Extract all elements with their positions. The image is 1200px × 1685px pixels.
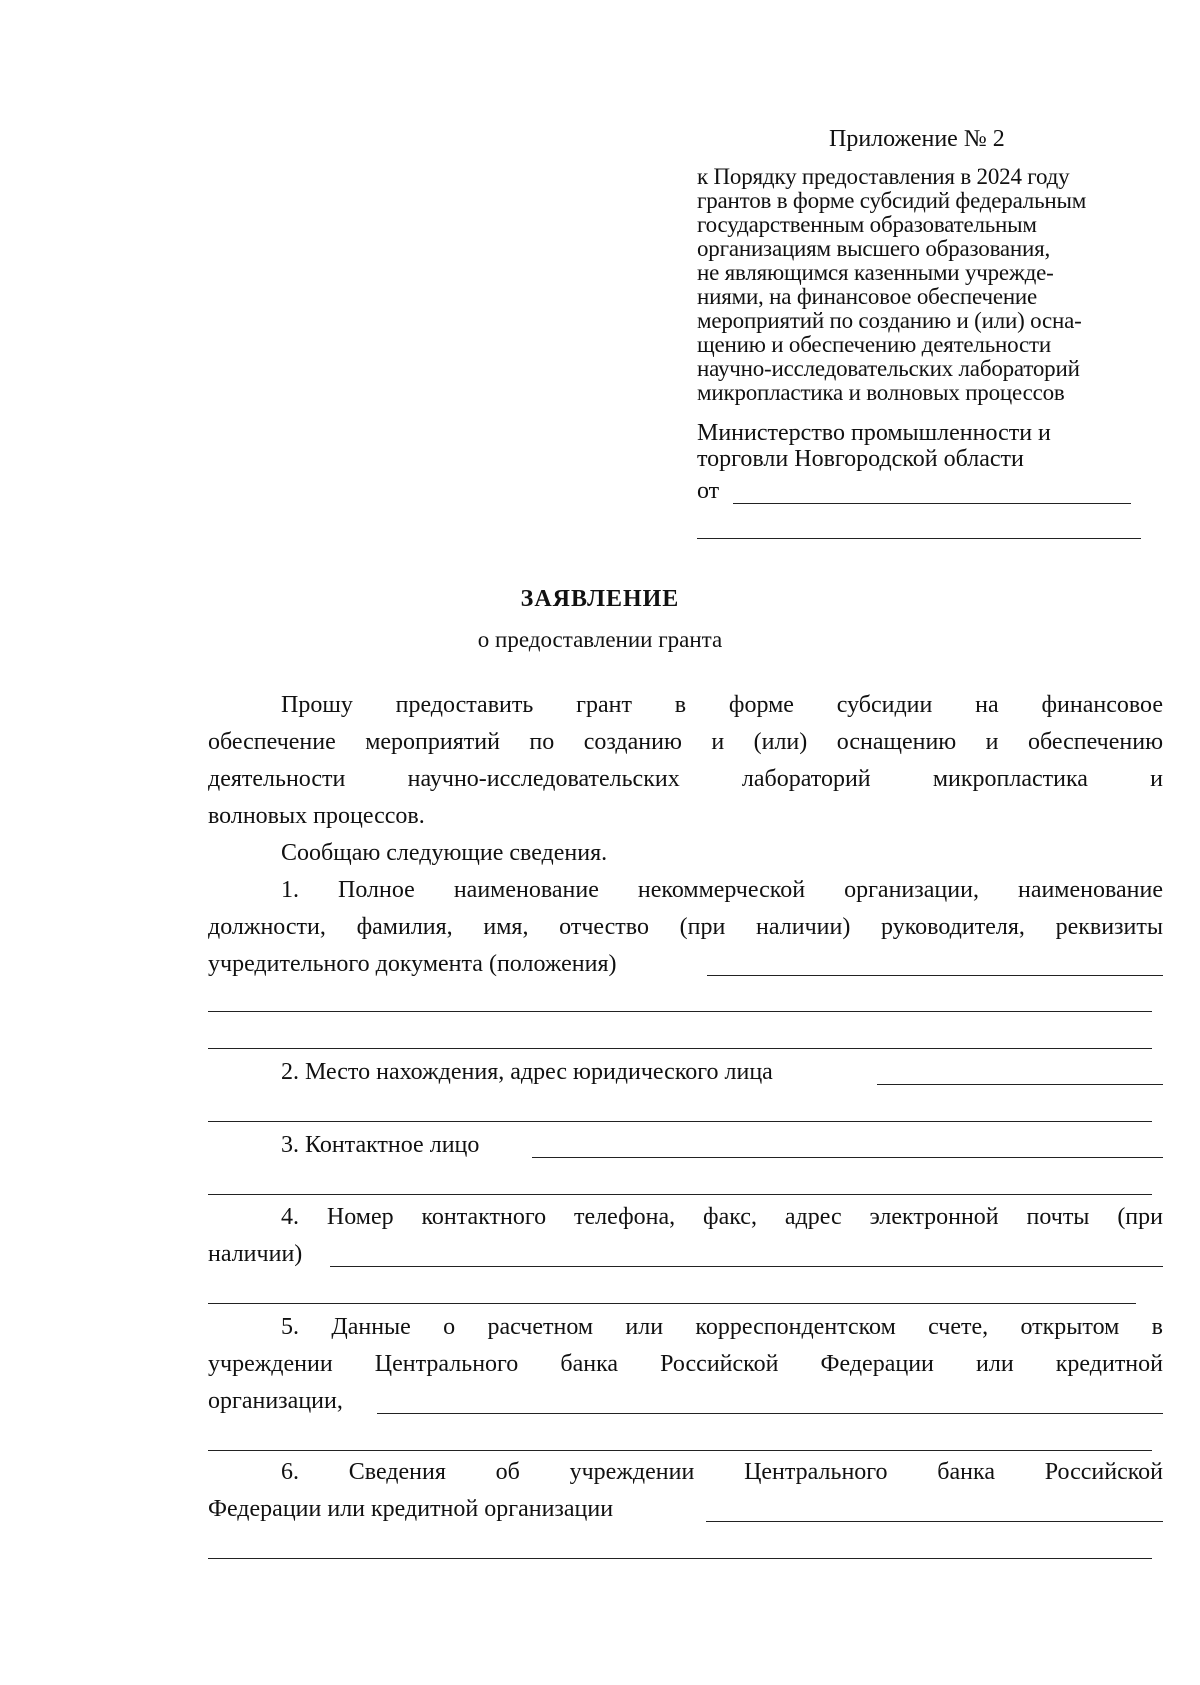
- order-reference-line: мероприятий по созданию и (или) осна-: [697, 308, 1082, 333]
- intro-line: Прошу предоставить грант в форме субсидии на финансовое: [281, 692, 1163, 718]
- intro-line: волновых процессов.: [208, 803, 425, 829]
- intro-line: деятельности научно-исследовательских лабораторий микропластика и: [208, 766, 1163, 792]
- order-reference-line: щению и обеспечению деятельности: [697, 332, 1051, 357]
- from-label: от: [697, 478, 720, 504]
- item-6-fill-line[interactable]: [706, 1521, 1163, 1522]
- item-1-fill-line[interactable]: [707, 975, 1163, 976]
- item-text-line: Федерации или кредитной организации: [208, 1496, 614, 1522]
- item-text-line: учредительного документа (положения): [208, 951, 617, 977]
- intro-line: обеспечение мероприятий по созданию и (или) оснащению и обеспечению: [208, 729, 1163, 755]
- document-subtitle: о предоставлении гранта: [477, 627, 723, 652]
- item-text-line: 5. Данные о расчетном или корреспондентском счете, открытом в: [281, 1314, 1163, 1340]
- item-text-line: должности, фамилия, имя, отчество (при наличии) руководителя, реквизиты: [208, 914, 1163, 940]
- item-1-fill-line[interactable]: [208, 1048, 1152, 1049]
- order-reference-line: микропластика и волновых процессов: [697, 380, 1065, 405]
- item-6-fill-line[interactable]: [208, 1558, 1152, 1559]
- ministry-line: Министерство промышленности и: [697, 420, 1051, 446]
- item-text-line: учреждении Центрального банка Российской Федерации или кредитной: [208, 1351, 1163, 1377]
- appendix-title: Приложение № 2: [829, 126, 1005, 152]
- item-1-fill-line[interactable]: [208, 1011, 1152, 1012]
- item-4-fill-line[interactable]: [330, 1266, 1163, 1267]
- order-reference-line: научно-исследовательских лабораторий: [697, 356, 1080, 381]
- item-text-line: 3. Контактное лицо: [281, 1132, 480, 1158]
- item-2-fill-line[interactable]: [208, 1121, 1152, 1122]
- item-5-fill-line[interactable]: [377, 1413, 1163, 1414]
- document-title: ЗАЯВЛЕНИЕ: [520, 586, 680, 612]
- item-4-fill-line[interactable]: [208, 1303, 1136, 1304]
- item-text-line: 6. Сведения об учреждении Центрального банка Российской: [281, 1459, 1163, 1485]
- item-text-line: наличии): [208, 1241, 303, 1267]
- order-reference-line: ниями, на финансовое обеспечение: [697, 284, 1038, 309]
- report-line: Сообщаю следующие сведения.: [281, 840, 608, 866]
- item-text-line: 1. Полное наименование некоммерческой организации, наименование: [281, 877, 1163, 903]
- order-reference-line: к Порядку предоставления в 2024 году: [697, 164, 1070, 189]
- order-reference-line: не являющимся казенными учрежде-: [697, 260, 1054, 285]
- from-fill-line-2[interactable]: [697, 538, 1141, 539]
- order-reference-line: грантов в форме субсидий федеральным: [697, 188, 1087, 213]
- item-5-fill-line[interactable]: [208, 1450, 1152, 1451]
- item-text-line: 2. Место нахождения, адрес юридического лица: [281, 1059, 773, 1085]
- item-2-fill-line[interactable]: [877, 1084, 1163, 1085]
- order-reference-line: организациям высшего образования,: [697, 236, 1051, 261]
- ministry-line: торговли Новгородской области: [697, 446, 1024, 472]
- from-fill-line[interactable]: [733, 503, 1131, 504]
- order-reference-line: государственным образовательным: [697, 212, 1037, 237]
- item-text-line: организации,: [208, 1388, 343, 1414]
- item-3-fill-line[interactable]: [532, 1157, 1163, 1158]
- item-3-fill-line[interactable]: [208, 1194, 1152, 1195]
- item-text-line: 4. Номер контактного телефона, факс, адрес электронной почты (при: [281, 1204, 1163, 1230]
